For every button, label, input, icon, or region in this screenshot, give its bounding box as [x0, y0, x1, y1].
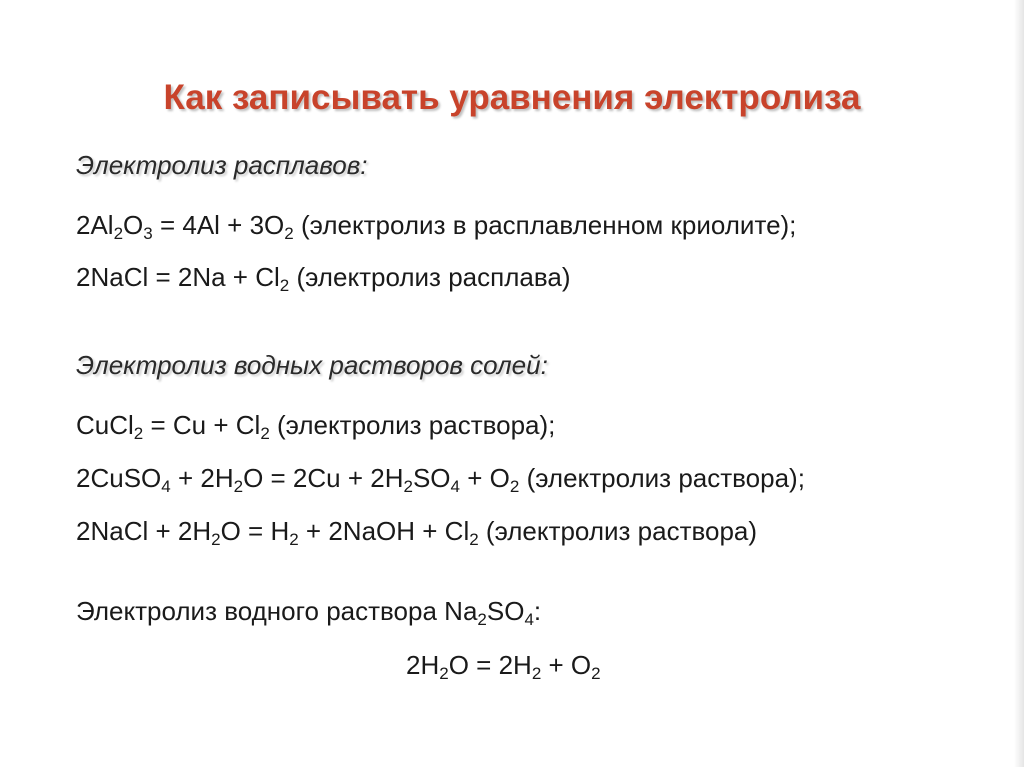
heading-solutions: Электролиз водных растворов солей:	[76, 350, 548, 380]
equation-water: $2H_2O = 2H_2 + O_2$	[406, 650, 601, 683]
equation-nacl-solution: 2NaCl + $2H_2O = H_2$ + 2NaOH + $Cl_2$ (электролиз раствора)	[76, 516, 758, 549]
heading-melts: Электролиз расплавов:	[76, 150, 368, 180]
equation-cuso4: 2CuSO$_4$ + $2H_2O = 2Cu + 2H_2SO_4 + O_2$ (электролиз раствора);	[76, 463, 805, 496]
slide-title: Как записывать уравнения электролиза	[163, 78, 861, 117]
label-na2so4: Электролиз водного раствора $Na_2SO_4$:	[76, 596, 542, 629]
equation-nacl-melt: 2NaCl = $2Na + Cl_2$ (электролиз расплава)	[76, 262, 571, 295]
equation-alumina: $2Al_2O_3 = 4Al + 3O_2$ (электролиз в расплавленном криолите);	[76, 210, 797, 243]
equation-cucl2: CuCl$_2$ = $Cu + Cl_2$ (электролиз раствора);	[76, 410, 556, 443]
